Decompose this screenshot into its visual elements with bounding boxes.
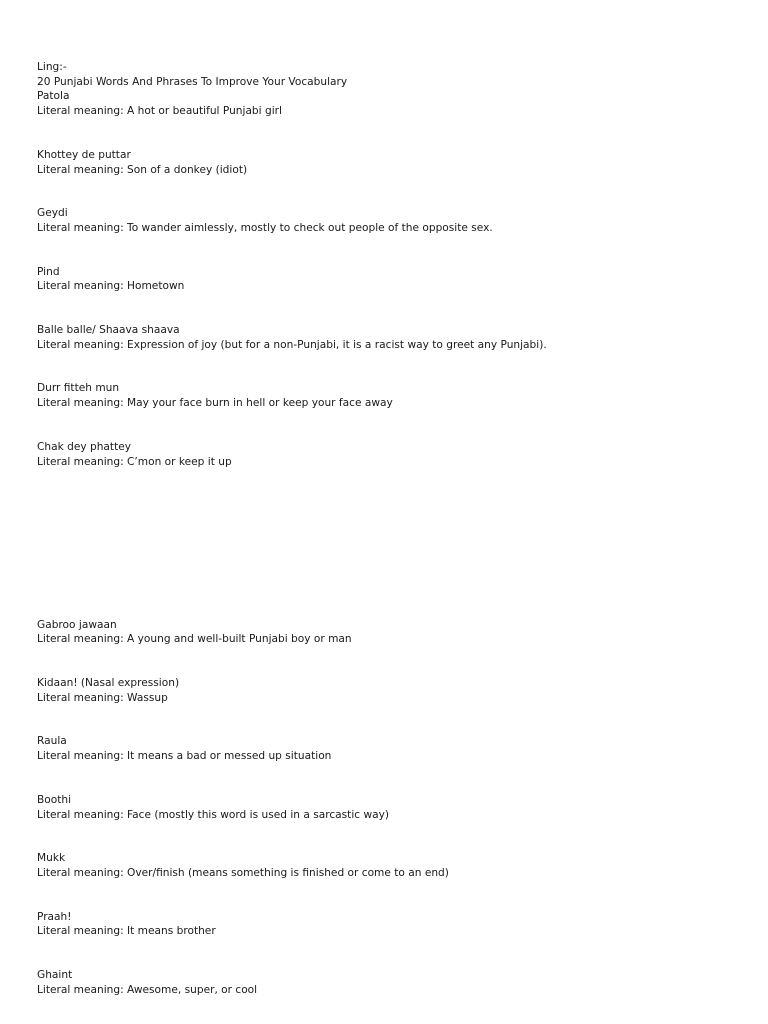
entry-word: Boothi bbox=[37, 794, 72, 806]
entry-word: Ghaint bbox=[37, 969, 73, 981]
entry-meaning: Literal meaning: To wander aimlessly, mostly to check out people of the opposite sex. bbox=[37, 222, 493, 234]
entry-meaning: Literal meaning: Expression of joy (but for a non-Punjabi, it is a racist way to greet any Punjabi). bbox=[37, 339, 547, 351]
entry-word: Gabroo jawaan bbox=[37, 619, 117, 631]
entry-meaning: Literal meaning: May your face burn in hell or keep your face away bbox=[37, 397, 393, 409]
entry-meaning: Literal meaning: C’mon or keep it up bbox=[37, 456, 232, 468]
entry-word: Praah! bbox=[37, 911, 72, 923]
entry-word: Chak dey phattey bbox=[37, 441, 132, 453]
document-title: 20 Punjabi Words And Phrases To Improve Your Vocabulary bbox=[37, 76, 348, 88]
entry-meaning: Literal meaning: Hometown bbox=[37, 280, 185, 292]
entry-word: Kidaan! (Nasal expression) bbox=[37, 677, 180, 689]
entry-meaning: Literal meaning: It means brother bbox=[37, 925, 216, 937]
entry-meaning: Literal meaning: It means a bad or messed up situation bbox=[37, 750, 332, 762]
entry-word: Mukk bbox=[37, 852, 66, 864]
entry-meaning: Literal meaning: Son of a donkey (idiot) bbox=[37, 164, 248, 176]
entry-meaning: Literal meaning: Awesome, super, or cool bbox=[37, 984, 258, 996]
source-label: Ling:- bbox=[37, 61, 67, 73]
entry-word: Balle balle/ Shaava shaava bbox=[37, 324, 180, 336]
entry-word: Raula bbox=[37, 735, 67, 747]
entry-word: Geydi bbox=[37, 207, 68, 219]
entry-meaning: Literal meaning: Face (mostly this word is used in a sarcastic way) bbox=[37, 809, 390, 821]
entry-meaning: Literal meaning: A young and well-built Punjabi boy or man bbox=[37, 633, 352, 645]
entry-word: Pind bbox=[37, 266, 60, 278]
entry-meaning: Literal meaning: A hot or beautiful Punjabi girl bbox=[37, 105, 282, 117]
entry-meaning: Literal meaning: Wassup bbox=[37, 692, 168, 704]
entry-word: Patola bbox=[37, 90, 70, 102]
entry-word: Khottey de puttar bbox=[37, 149, 131, 161]
entry-word: Durr fitteh mun bbox=[37, 382, 120, 394]
entry-meaning: Literal meaning: Over/finish (means something is finished or come to an end) bbox=[37, 867, 449, 879]
